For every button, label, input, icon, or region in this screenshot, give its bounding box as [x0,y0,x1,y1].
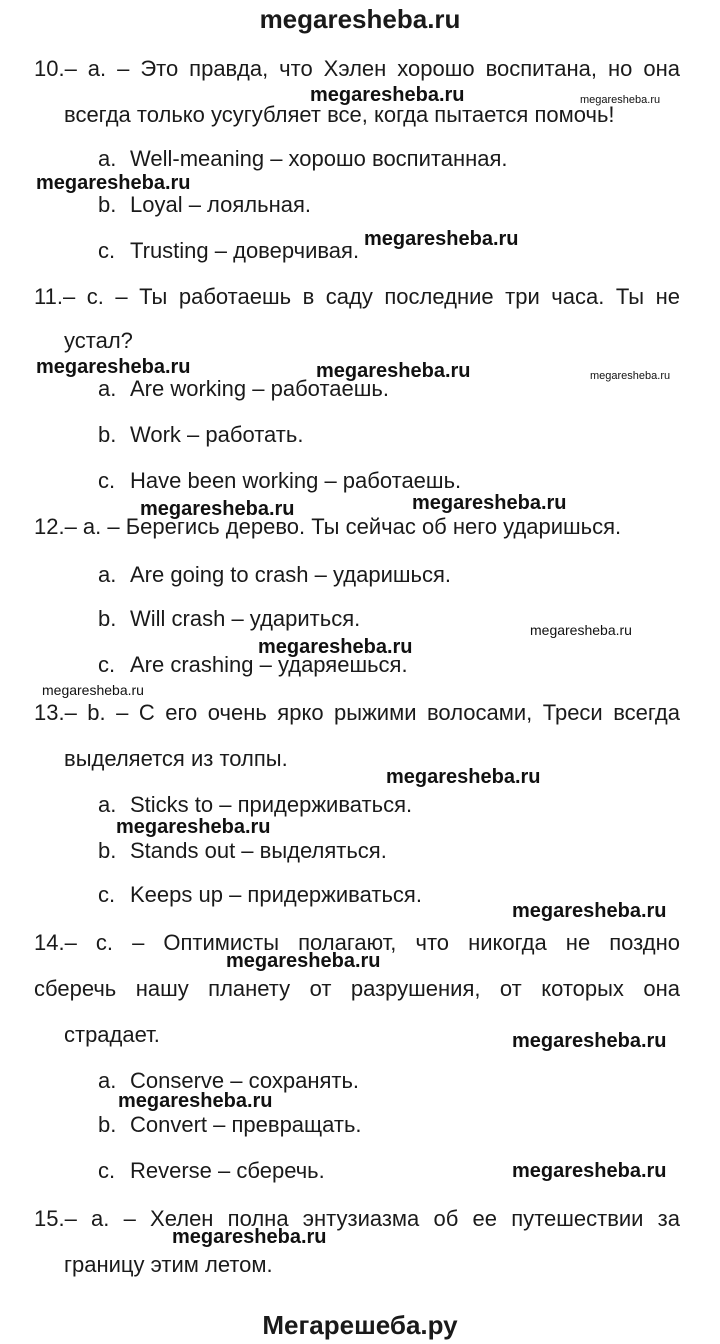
watermark: megaresheba.ru [512,900,667,922]
question-11-line-2: устал? [64,328,133,353]
watermark: megaresheba.ru [512,1030,667,1052]
option-text: Sticks to – придерживаться. [130,792,413,817]
option-letter: a. [98,376,117,401]
option-letter: a. [98,562,117,587]
watermark: megaresheba.ru [172,1226,327,1248]
option-letter: a. [98,146,117,171]
watermark: megaresheba.ru [412,492,567,514]
option-letter: b. [98,606,117,631]
question-10-option-b [98,192,311,218]
question-15-line-2: границу этим летом. [64,1252,273,1277]
option-text: Have been working – работаешь. [130,468,462,493]
option-text: Are crashing – ударяешься. [130,652,408,677]
question-14-option-c [98,1158,325,1184]
option-text: Convert – превращать. [130,1112,362,1137]
option-text: Keeps up – придерживаться. [130,882,422,907]
watermark: megaresheba.ru [530,622,632,638]
question-12-option-a [98,562,451,588]
question-13-option-a [98,792,412,818]
option-letter: c. [98,652,116,677]
question-13-option-b [98,838,387,864]
question-10-option-a [98,146,508,172]
option-text: Stands out – выделяться. [130,838,387,863]
option-text: Work – работать. [130,422,304,447]
watermark: megaresheba.ru [258,636,413,658]
question-12-line-1: 12.– a. – Берегись дерево. Ты сейчас об него ударишься. [34,514,622,539]
option-text: Are going to crash – ударишься. [130,562,452,587]
question-13-option-c [98,882,422,908]
option-letter: c. [98,1158,116,1183]
option-text: Reverse – сберечь. [130,1158,325,1183]
option-letter: c. [98,882,116,907]
option-text: Conserve – сохранять. [130,1068,360,1093]
option-letter: b. [98,838,117,863]
question-13-line-1: 13.– b. – С его очень ярко рыжими волосами, Треси всегда [34,700,680,725]
question-12-option-b [98,606,360,632]
watermark: megaresheba.ru [226,950,381,972]
question-11-option-b [98,422,303,448]
option-letter: b. [98,422,117,447]
question-10-line-1: 10.– a. – Это правда, что Хэлен хорошо воспитана, но она [34,56,680,81]
watermark: megaresheba.ru [42,682,144,698]
option-letter: a. [98,792,117,817]
question-11-option-c [98,468,461,494]
question-14-line-1: 14.– c. – Оптимисты полагают, что никогда не поздно [34,930,680,955]
page-footer: Мегарешеба.ру [262,1310,458,1340]
question-11-line-1: 11.– c. – Ты работаешь в саду последние три часа. Ты не [34,284,680,309]
question-10-line-2: всегда только усугубляет все, когда пытается помочь! [64,102,615,127]
option-text: Loyal – лояльная. [130,192,311,217]
question-13-line-2: выделяется из толпы. [64,746,288,771]
watermark: megaresheba.ru [116,816,271,838]
option-letter: b. [98,192,117,217]
question-10-option-c [98,238,359,264]
page-header: megaresheba.ru [259,4,461,34]
question-14-line-2: сберечь нашу планету от разрушения, от которых она [34,976,680,1001]
watermark: megaresheba.ru [36,356,191,378]
watermark: megaresheba.ru [580,94,661,106]
question-14-option-b [98,1112,362,1138]
watermark: megaresheba.ru [316,360,471,382]
option-letter: c. [98,468,116,493]
watermark: megaresheba.ru [310,84,465,106]
watermark: megaresheba.ru [364,228,519,250]
option-text: Well-meaning – хорошо воспитанная. [130,146,508,171]
watermark: megaresheba.ru [36,172,191,194]
watermark: megaresheba.ru [118,1090,273,1112]
option-letter: b. [98,1112,117,1137]
question-15-line-1: 15.– a. – Хелен полна энтузиазма об ее путешествии за [34,1206,680,1231]
option-text: Will crash – удариться. [130,606,361,631]
watermark: megaresheba.ru [590,370,671,382]
watermark: megaresheba.ru [140,498,295,520]
option-text: Trusting – доверчивая. [130,238,360,263]
option-letter: a. [98,1068,117,1093]
option-text: Are working – работаешь. [130,376,389,401]
watermark: megaresheba.ru [512,1160,667,1182]
option-letter: c. [98,238,116,263]
question-14-line-3: страдает. [64,1022,160,1047]
watermark: megaresheba.ru [386,766,541,788]
